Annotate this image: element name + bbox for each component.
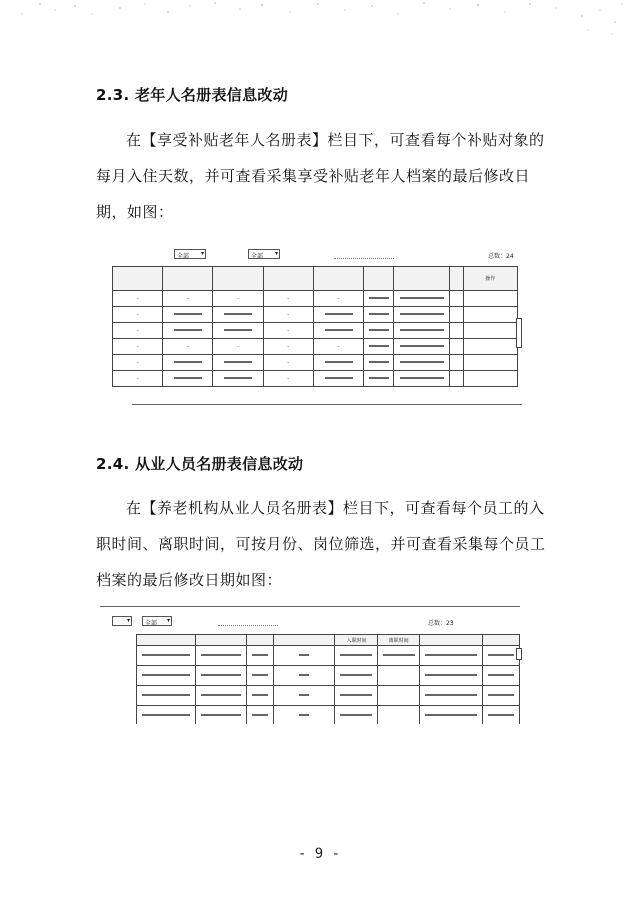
column-header	[137, 635, 196, 646]
column-header	[213, 267, 263, 291]
section-paragraph-2-3: 在【享受补贴老年人名册表】栏目下，可查看每个补贴对象的每月入住天数，并可查看采集享受补贴老年人档案的最后修改日期，如图：	[96, 131, 545, 221]
column-header	[482, 635, 519, 646]
filter2-select[interactable]	[248, 249, 280, 259]
table-header-row	[137, 635, 520, 646]
elderly-roster-table	[112, 266, 518, 387]
column-header	[364, 267, 394, 291]
page-number: - 9 -	[297, 846, 341, 862]
position-select-value: 全部	[145, 620, 158, 627]
section-heading-2-3: 2.3. 老年人名册表信息改动	[96, 86, 288, 104]
id-search-input[interactable]	[218, 625, 278, 626]
table-row: - - - - -	[113, 339, 518, 355]
vertical-scrollbar[interactable]	[516, 648, 522, 660]
horizontal-scrollbar[interactable]	[132, 404, 522, 405]
column-header	[196, 635, 247, 646]
table-row	[137, 686, 520, 706]
table-row	[137, 646, 520, 666]
elderly-roster-screenshot	[96, 224, 526, 424]
table-row: - -	[113, 307, 518, 323]
table-row	[137, 666, 520, 686]
chevron-down-icon: ▾	[166, 617, 170, 624]
column-header	[274, 635, 335, 646]
table-row: - -	[113, 371, 518, 387]
column-header: 入职时间	[335, 635, 378, 646]
vertical-scrollbar[interactable]	[516, 318, 522, 348]
column-header	[113, 267, 163, 291]
column-header: 操作	[463, 267, 517, 291]
column-header	[419, 635, 482, 646]
total-count: 总数：24	[488, 253, 514, 260]
chevron-down-icon: ▾	[200, 250, 204, 257]
staff-roster-screenshot	[98, 594, 522, 724]
column-header: 离职时间	[378, 635, 419, 646]
total-count: 总数：23	[428, 620, 454, 627]
position-select[interactable]	[142, 616, 172, 626]
column-header	[313, 267, 363, 291]
column-header	[163, 267, 213, 291]
column-header	[263, 267, 313, 291]
chevron-down-icon: ▾	[126, 617, 130, 624]
section-paragraph-2-4: 在【养老机构从业人员名册表】栏目下，可查看每个员工的入职时间、离职时间，可按月份、岗位筛选，并可查看采集每个员工档案的最后修改日期如图：	[96, 499, 546, 589]
column-header	[450, 267, 463, 291]
title-divider	[100, 606, 520, 607]
staff-roster-table	[136, 634, 520, 724]
chevron-down-icon: ▾	[274, 250, 278, 257]
table-row: - - - - -	[113, 291, 518, 307]
table-header-row	[113, 267, 518, 291]
filter1-value: 全部	[177, 253, 190, 260]
table-row: - -	[113, 355, 518, 371]
column-header	[393, 267, 449, 291]
section-heading-2-4: 2.4. 从业人员名册表信息改动	[96, 455, 304, 473]
filter2-value: 全部	[251, 253, 264, 260]
month-select[interactable]	[112, 616, 132, 626]
column-header	[247, 635, 274, 646]
filter1-select[interactable]	[174, 249, 206, 259]
id-search-input[interactable]	[334, 258, 394, 259]
table-row: - -	[113, 323, 518, 339]
scan-noise	[0, 0, 638, 40]
table-row	[137, 706, 520, 725]
